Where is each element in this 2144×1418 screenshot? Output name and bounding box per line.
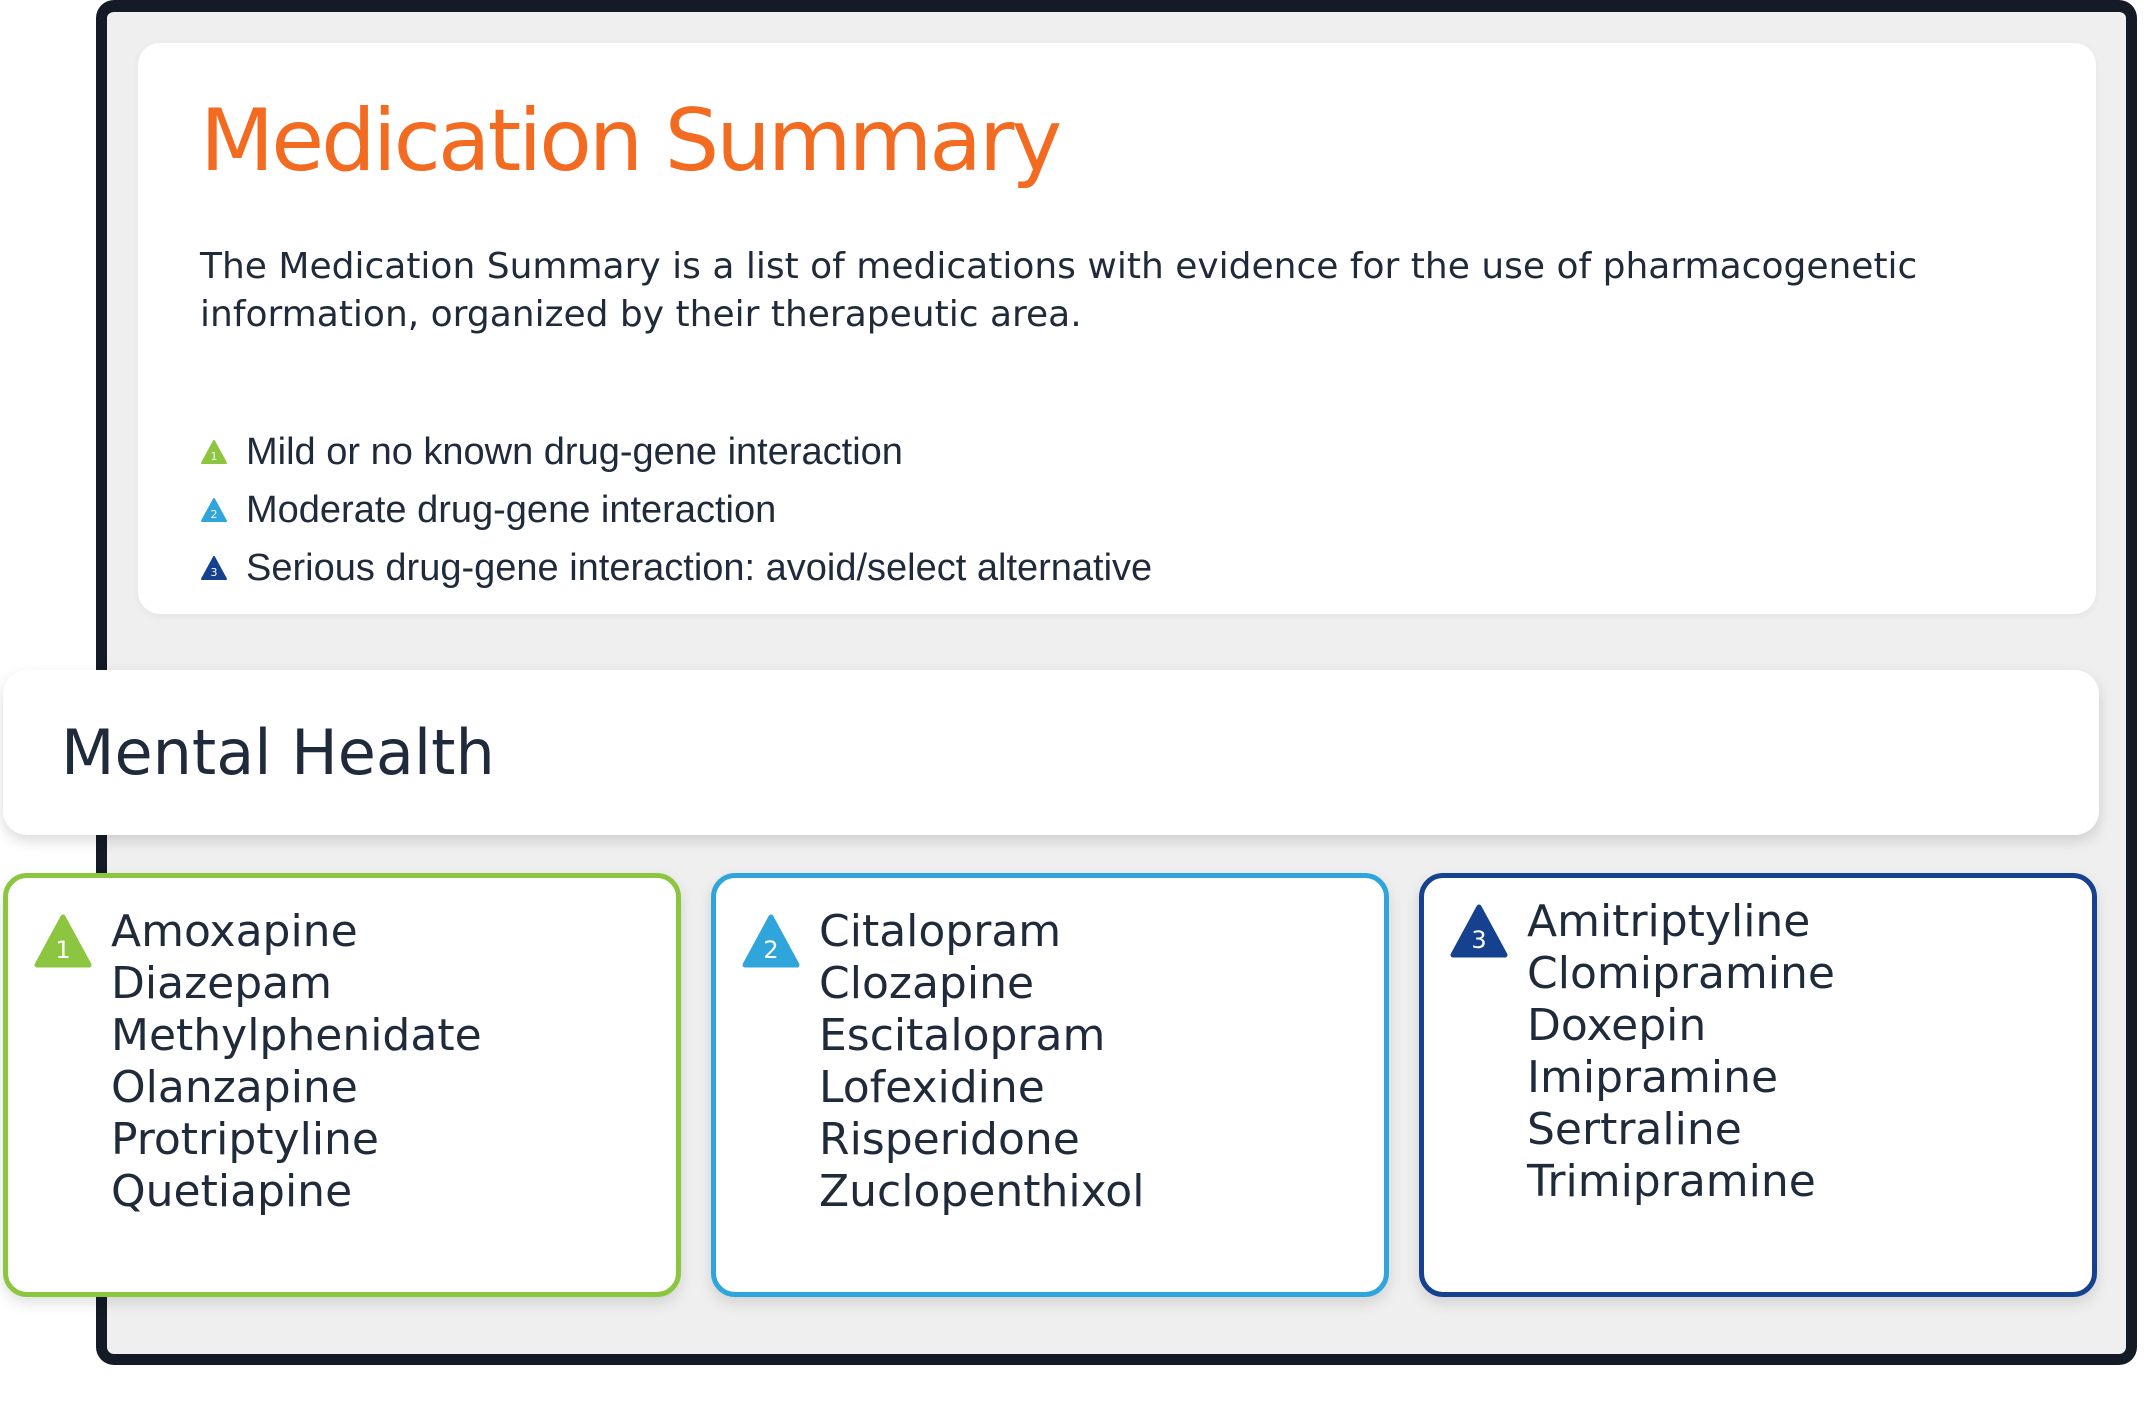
list-item: Methylphenidate (111, 1010, 482, 1061)
legend-label: Serious drug-gene interaction: avoid/select alternative (246, 546, 1153, 589)
drug-group-moderate (711, 873, 1389, 1297)
drug-list (111, 906, 482, 1218)
legend-item-serious (200, 539, 1152, 597)
severity-legend (200, 423, 1152, 597)
warning-triangle-2-icon (741, 913, 801, 969)
list-item: Amoxapine (111, 906, 358, 957)
list-item: Zuclopenthixol (819, 1166, 1145, 1217)
legend-label: Moderate drug-gene interaction (246, 488, 777, 531)
group-badge-number: 2 (763, 936, 779, 964)
list-item: Clozapine (819, 958, 1035, 1009)
list-item: Sertraline (1527, 1104, 1742, 1155)
summary-description: The Medication Summary is a list of medications with evidence for the use of pharmacogenetic information, organized by their therapeutic area. (200, 246, 1918, 335)
drug-group-serious (1419, 873, 2097, 1297)
list-item: Trimipramine (1527, 1156, 1816, 1207)
list-item: Escitalopram (819, 1010, 1106, 1061)
legend-badge-number: 1 (210, 450, 218, 463)
warning-triangle-2-icon (200, 497, 228, 523)
list-item: Olanzapine (111, 1062, 358, 1113)
list-item: Doxepin (1527, 1000, 1707, 1051)
list-item: Quetiapine (111, 1166, 353, 1217)
category-title: Mental Health (61, 716, 495, 789)
list-item: Diazepam (111, 958, 332, 1009)
warning-triangle-3-icon (1449, 903, 1509, 959)
legend-item-mild (200, 423, 1152, 481)
list-item: Lofexidine (819, 1062, 1045, 1113)
legend-label: Mild or no known drug-gene interaction (246, 430, 903, 473)
list-item: Risperidone (819, 1114, 1080, 1165)
list-item: Protriptyline (111, 1114, 379, 1165)
drug-list (1527, 896, 1835, 1208)
warning-triangle-1-icon (200, 439, 228, 465)
legend-badge-number: 2 (210, 508, 218, 521)
page-title: Medication Summary (200, 91, 1060, 191)
warning-triangle-1-icon (33, 913, 93, 969)
drug-group-mild (3, 873, 681, 1297)
warning-triangle-3-icon (200, 555, 228, 581)
legend-item-moderate (200, 481, 1152, 539)
list-item: Amitriptyline (1527, 896, 1811, 947)
group-badge-number: 1 (55, 936, 71, 964)
list-item: Imipramine (1527, 1052, 1779, 1103)
group-badge-number: 3 (1471, 926, 1487, 954)
list-item: Citalopram (819, 906, 1062, 957)
list-item: Clomipramine (1527, 948, 1835, 999)
legend-badge-number: 3 (210, 566, 218, 579)
drug-list (819, 906, 1144, 1218)
category-header-mental-health[interactable] (3, 670, 2099, 835)
medication-summary-card (138, 43, 2096, 614)
